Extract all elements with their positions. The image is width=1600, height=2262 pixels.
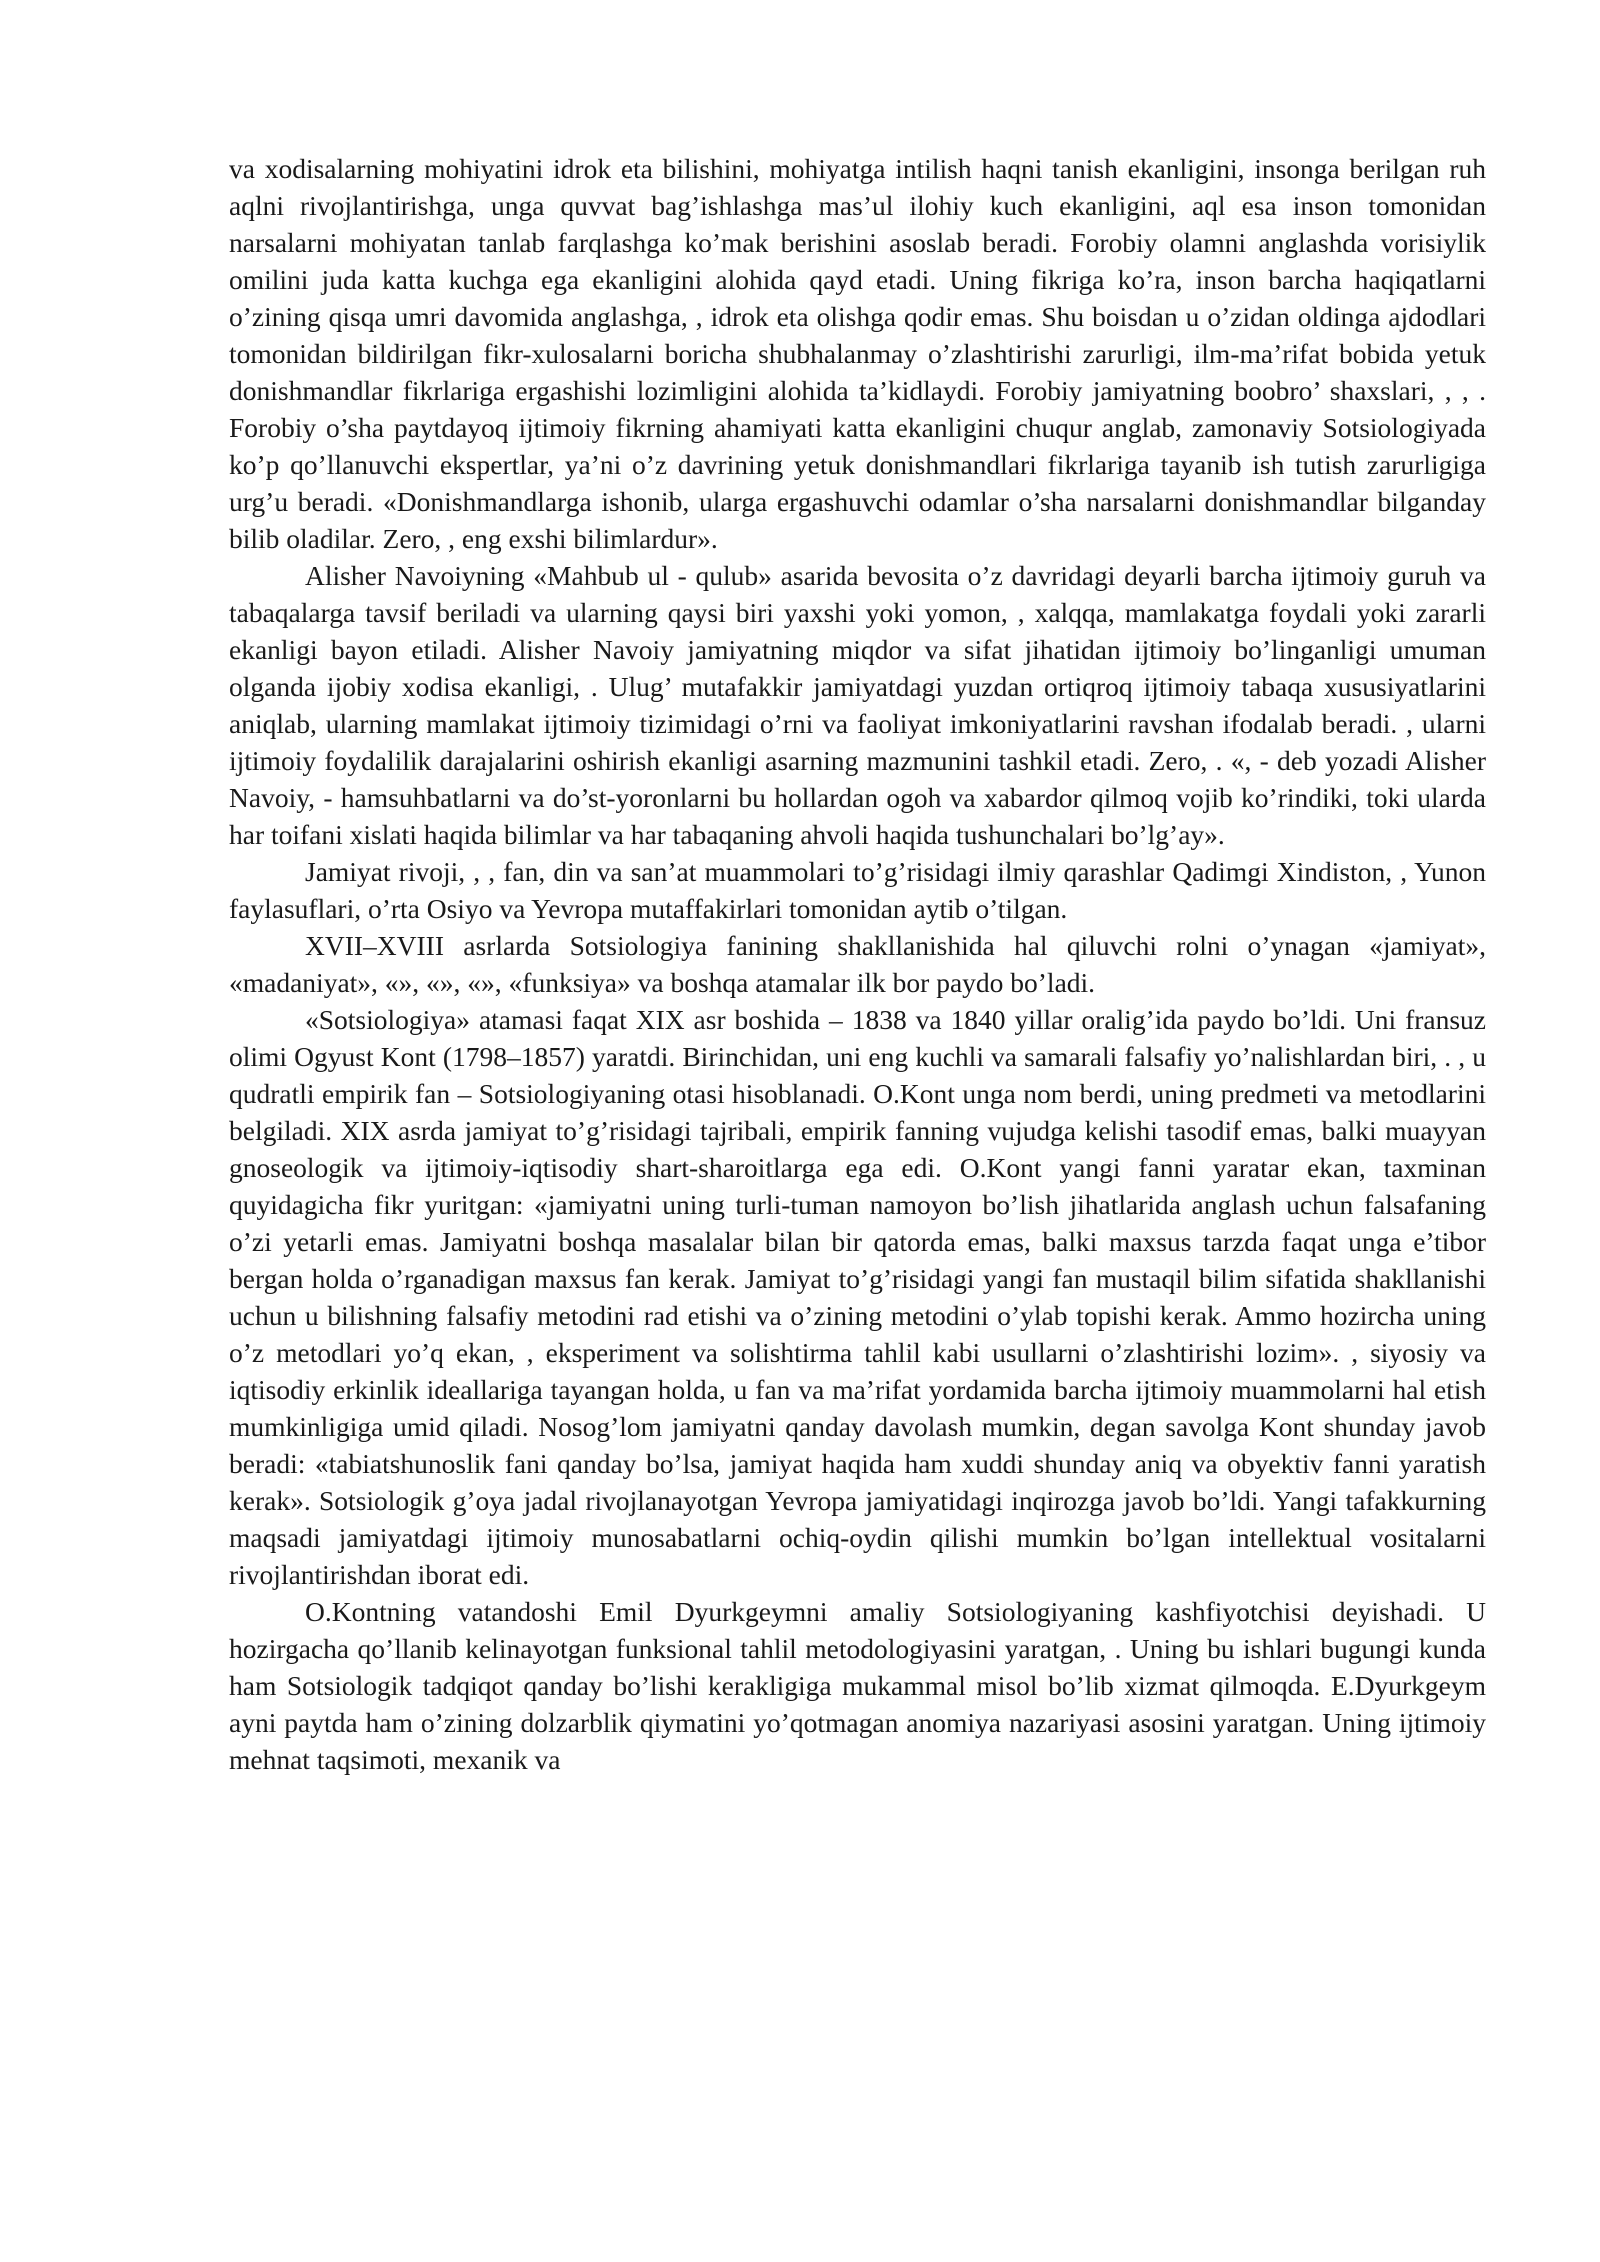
paragraph-farobi: va xodisalarning mohiyatini idrok eta bilishini, mohiyatga intilish haqni tanish ekanligini, insonga berilgan ruh aqlni rivojlantirishga, unga quvvat bag’ishlashga mas’ul ilohiy kuch ekanligini, aql esa inson tomonidan narsalarni mohiyatan tanlab farqlashga ko’mak berishini asoslab beradi. Forobiy olamni anglashda vorisiylik omilini juda katta kuchga ega ekanligini alohida qayd etadi. Uning fikriga ko’ra, inson barcha haqiqatlarni o’zining qisqa umri davomida anglashga, , idrok eta olishga qodir emas. Shu boisdan u o’zidan oldinga ajdodlari tomonidan bildirilgan fikr-xulosalarni boricha shubhalanmay o’zlashtirishi zarurligi, ilm-ma’rifat bobida yetuk donishmandlar fikrlariga ergashishi lozimligini alohida ta’kidlaydi. Forobiy jamiyatning boobro’ shaxslari, , , . Forobiy o’sha paytdayoq ijtimoiy fikrning ahamiyati katta ekanligini chuqur anglab, zamonaviy Sotsiologiyada ko’p qo’llanuvchi ekspertlar, ya’ni o’z davrining yetuk donishmandlari fikrlariga tayanib ish tutish zarurligiga urg’u beradi. «Donishmandlarga ishonib, ularga ergashuvchi odamlar o’sha narsalarni donishmandlar bilganday bilib oladilar. Zero, , eng exshi bilimlardur».	[229, 153, 1486, 554]
paragraph-ancient-views: Jamiyat rivoji, , , fan, din va san’at muammolari to’g’risidagi ilmiy qarashlar Qadimgi Xindiston, , Yunon faylasuflari, o’rta Osiyo va Yevropa mutaffakirlari tomonidan aytib o’tilgan.	[229, 856, 1486, 924]
paragraph-durkheim: O.Kontning vatandoshi Emil Dyurkgeymni amaliy Sotsiologiyaning kashfiyotchisi deyishadi. U hozirgacha qo’llanib kelinayotgan funksional tahlil metodologiyasini yaratgan, . Uning bu ishlari bugungi kunda ham Sotsiologik tadqiqot qanday bo’lishi kerakligiga mukammal misol bo’lib xizmat qilmoqda. E.Dyurkgeym ayni paytda ham o’zining dolzarblik qiymatini yo’qotmagan anomiya nazariyasi asosini yaratgan. Uning ijtimoiy mehnat taqsimoti, mexanik va	[229, 1596, 1486, 1775]
paragraph-navoi: Alisher Navoiyning «Mahbub ul - qulub» asarida bevosita o’z davridagi deyarli barcha ijtimoiy guruh va tabaqalarga tavsif beriladi va ularning qaysi biri yaxshi yoki yomon, , xalqqa, mamlakatga foydali yoki zararli ekanligi bayon etiladi. Alisher Navoiy jamiyatning miqdor va sifat jihatidan ijtimoiy bo’linganligi umuman olganda ijobiy xodisa ekanligi, . Ulug’ mutafakkir jamiyatdagi yuzdan ortiqroq ijtimoiy tabaqa xususiyatlarini aniqlab, ularning mamlakat ijtimoiy tizimidagi o’rni va faoliyat imkoniyatlarini ravshan ifodalab beradi. , ularni ijtimoiy foydalilik darajalarini oshirish ekanligi asarning mazmunini tashkil etadi. Zero, . «, - deb yozadi Alisher Navoiy, - hamsuhbatlarni va do’st-yoronlarni bu hollardan ogoh va xabardor qilmoq vojib ko’rindiki, toki ularda har toifani xislati haqida bilimlar va har tabaqaning ahvoli haqida tushunchalari bo’lg’ay».	[229, 560, 1486, 850]
paragraph-comte: «Sotsiologiya» atamasi faqat XIX asr boshida – 1838 va 1840 yillar oralig’ida paydo bo’ldi. Uni fransuz olimi Ogyust Kont (1798–1857) yaratdi. Birinchidan, uni eng kuchli va samarali falsafiy yo’nalishlardan biri, . , u qudratli empirik fan – Sotsiologiyaning otasi hisoblanadi. O.Kont unga nom berdi, uning predmeti va metodlarini belgiladi. XIX asrda jamiyat to’g’risidagi tajribali, empirik fanning vujudga kelishi tasodif emas, balki muayyan gnoseologik va ijtimoiy-iqtisodiy shart-sharoitlarga ega edi. O.Kont yangi fanni yaratar ekan, taxminan quyidagicha fikr yuritgan: «jamiyatni uning turli-tuman namoyon bo’lish jihatlarida anglash uchun falsafaning o’zi yetarli emas. Jamiyatni boshqa masalalar bilan bir qatorda emas, balki maxsus tarzda faqat unga e’tibor bergan holda o’rganadigan maxsus fan kerak. Jamiyat to’g’risidagi yangi fan mustaqil bilim sifatida shakllanishi uchun u bilishning falsafiy metodini rad etishi va o’zining metodini o’ylab topishi kerak. Ammo hozircha uning o’z metodlari yo’q ekan, , eksperiment va solishtirma tahlil kabi usullarni o’zlashtirishi lozim». , siyosiy va iqtisodiy erkinlik ideallariga tayangan holda, u fan va ma’rifat yordamida barcha ijtimoiy muammolarni hal etish mumkinligiga umid qiladi. Nosog’lom jamiyatni qanday davolash mumkin, degan savolga Kont shunday javob beradi: «tabiatshunoslik fani qanday bo’lsa, jamiyat haqida ham xuddi shunday aniq va obyektiv fanni yaratish kerak». Sotsiologik g’oya jadal rivojlanayotgan Yevropa jamiyatidagi inqirozga javob bo’ldi. Yangi tafakkurning maqsadi jamiyatdagi ijtimoiy munosabatlarni ochiq-oydin qilishi mumkin bo’lgan intellektual vositalarni rivojlantirishdan iborat edi.	[229, 1004, 1486, 1590]
paragraph-17-18-centuries: XVII–XVIII asrlarda Sotsiologiya fanining shakllanishida hal qiluvchi rolni o’ynagan «jamiyat», «madaniyat», «», «», «», «funksiya» va boshqa atamalar ilk bor paydo bo’ladi.	[229, 930, 1486, 998]
document-page	[229, 150, 1486, 1778]
